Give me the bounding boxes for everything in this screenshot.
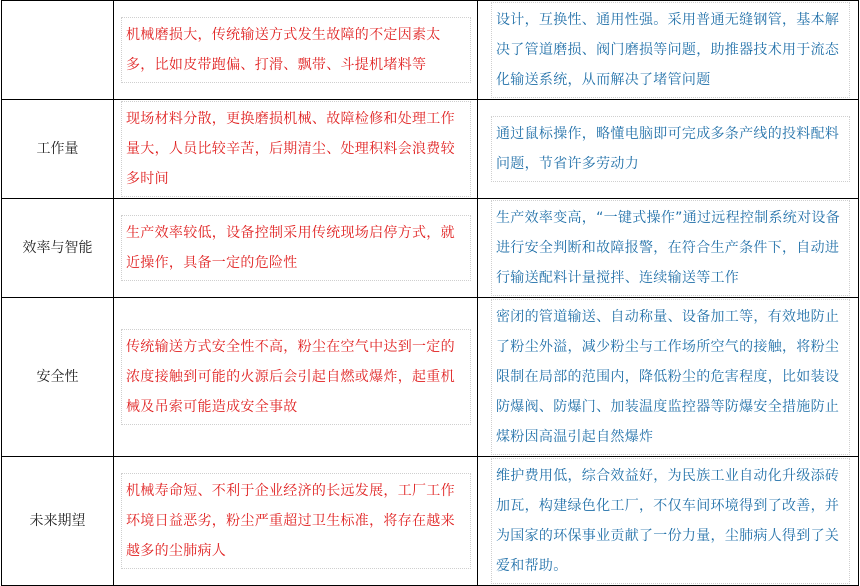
modern-text: 设计，互换性、通用性强。采用普通无缝钢管，基本解决了管道磨损、阀门磨损等问题，助推器技术用于流态化输送系统，从而解决了堵管问题 — [491, 2, 850, 98]
traditional-text: 现场材料分散，更换磨损机械、故障检修和处理工作量大，人员比较辛苦，后期清尘、处理积料会浪费较多时间 — [121, 101, 471, 197]
modern-cell — [478, 199, 859, 298]
modern-cell — [478, 298, 859, 457]
modern-cell — [478, 1, 859, 100]
traditional-cell — [114, 298, 478, 457]
table-row — [2, 199, 859, 298]
comparison-table — [1, 0, 859, 586]
table-row — [2, 100, 859, 199]
traditional-text: 生产效率较低，设备控制采用传统现场启停方式，就近操作，具备一定的危险性 — [121, 215, 471, 281]
row-label: 效率与智能 — [2, 199, 114, 298]
table-row — [2, 457, 859, 586]
modern-text: 通过鼠标操作，略懂电脑即可完成多条产线的投料配料问题，节省许多劳动力 — [491, 116, 850, 182]
table-row — [2, 1, 859, 100]
traditional-cell — [114, 457, 478, 586]
modern-text: 密闭的管道输送、自动称量、设备加工等，有效地防止了粉尘外溢，减少粉尘与工作场所空气的接触，将粉尘限制在局部的范围内，降低粉尘的危害程度，比如装设防爆阀、防爆门、加装温度监控器等防爆安全措施防止煤粉因高温引起自然爆炸 — [491, 299, 850, 455]
modern-cell — [478, 457, 859, 586]
table-row — [2, 298, 859, 457]
traditional-text: 机械寿命短、不利于企业经济的长远发展，工厂工作环境日益恶劣，粉尘严重超过卫生标准，将存在越来越多的尘肺病人 — [121, 473, 471, 569]
row-label: 未来期望 — [2, 457, 114, 586]
modern-text: 维护费用低，综合效益好，为民族工业自动化升级添砖加瓦，构建绿色化工厂，不仅车间环境得到了改善，并为国家的环保事业贡献了一份力量，尘肺病人得到了关爱和帮助。 — [491, 458, 850, 584]
row-label: 工作量 — [2, 100, 114, 199]
traditional-cell — [114, 199, 478, 298]
traditional-text: 传统输送方式安全性不高，粉尘在空气中达到一定的浓度接触到可能的火源后会引起自燃或爆炸，起重机械及吊索可能造成安全事故 — [121, 329, 471, 425]
modern-cell — [478, 100, 859, 199]
traditional-text: 机械磨损大，传统输送方式发生故障的不定因素太多，比如皮带跑偏、打滑、飘带、斗提机堵料等 — [121, 17, 471, 83]
traditional-cell — [114, 1, 478, 100]
traditional-cell — [114, 100, 478, 199]
row-label: 安全性 — [2, 298, 114, 457]
modern-text: 生产效率变高，“一键式操作”通过远程控制系统对设备进行安全判断和故障报警，在符合生产条件下，自动进行输送配料计量搅拌、连续输送等工作 — [491, 200, 850, 296]
row-label — [2, 1, 114, 100]
